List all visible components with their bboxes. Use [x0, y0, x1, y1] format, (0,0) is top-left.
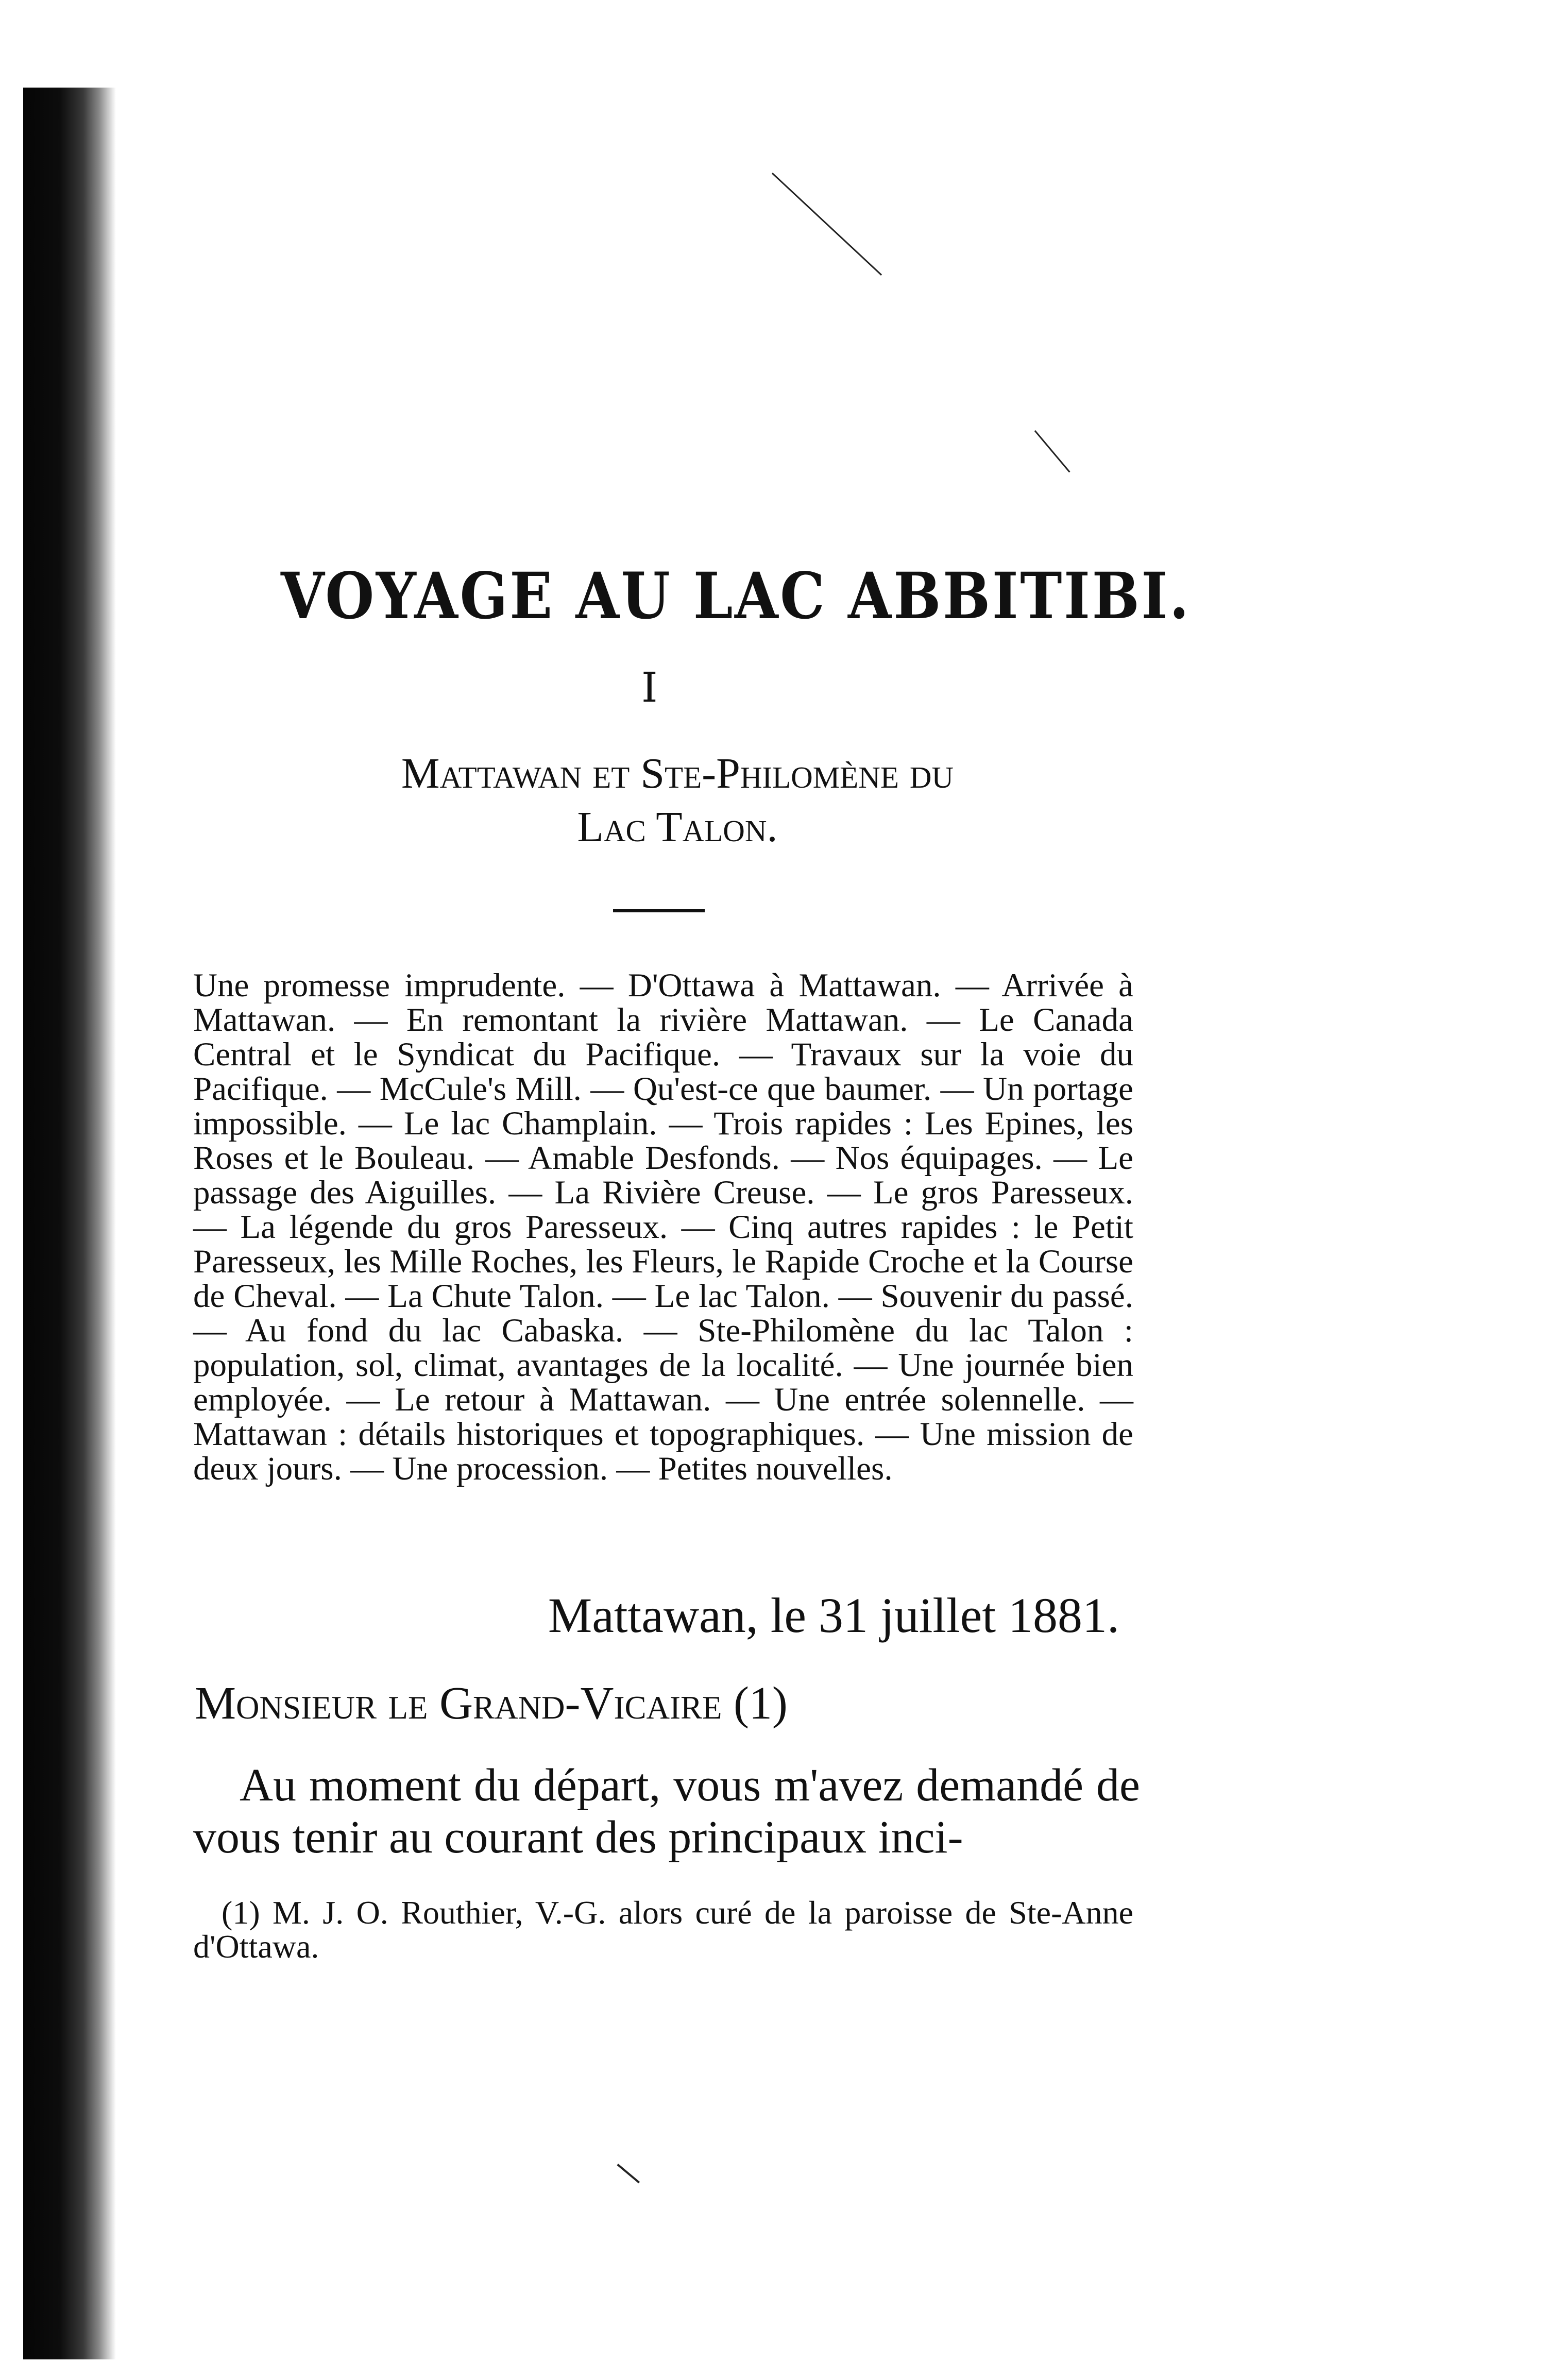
scan-mark [1034, 430, 1070, 472]
subtitle-line-2: Lac Talon. [577, 803, 778, 851]
footnote: (1) M. J. O. Routhier, V.-G. alors curé de la paroisse de Ste-Anne d'Ottawa. [193, 1894, 1133, 1965]
dateline: Mattawan, le 31 juillet 1881. [548, 1588, 1119, 1643]
chapter-subtitle [299, 747, 1056, 854]
subtitle-line-1: Mattawan et Ste-Philomène du [401, 750, 954, 797]
page-title: VOYAGE AU LAC ABBITIBI. [281, 559, 1191, 634]
binding-shadow [23, 88, 116, 2359]
body-paragraph: Au moment du départ, vous m'avez demandé de vous tenir au courant des principaux inci- [193, 1760, 1140, 1863]
chapter-number: I [641, 664, 658, 711]
scan-mark [617, 2164, 640, 2183]
chapter-summary [193, 968, 1133, 1486]
salutation: Monsieur le Grand-Vicaire (1) [195, 1678, 788, 1729]
divider-rule [613, 909, 705, 912]
summary-text: Une promesse imprudente. — D'Ottawa à Mattawan. — Arrivée à Mattawan. — En remontant la rivière Mattawan. — Le Canada Central et le Syndicat du Pacifique. — Travaux sur la voie du Pacifique. — McCule's Mill. — Qu'est-ce que baumer. — Un portage impossible. — Le lac Champlain. — Trois rapides : Les Epines, les Roses et le Bouleau. — Amable Desfonds. — Nos équipages. — Le passage des Aiguilles. — La Rivière Creuse. — Le gros Paresseux. — La légende du gros Paresseux. — Cinq autres rapides : le Petit Paresseux, les Mille Roches, les Fleurs, le Rapide Croche et la Course de Cheval. — La Chute Talon. — Le lac Talon. — Souvenir du passé. — Au fond du lac Cabaska. — Ste-Philomène du lac Talon : population, sol, climat, avantages de la localité. — Une journée bien employée. — Le retour à Mattawan. — Une entrée solennelle. — Mattawan : détails historiques et topographiques. — Une mission de deux jours. — Une procession. — Petites nouvelles. [193, 967, 1133, 1487]
scan-mark [772, 173, 882, 276]
